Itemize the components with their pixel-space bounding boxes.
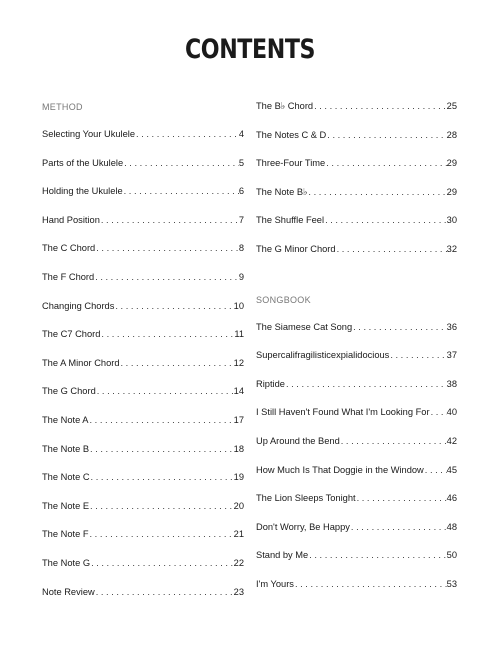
dot-leader [294, 579, 447, 589]
toc-entry [42, 272, 244, 301]
dot-leader [326, 130, 446, 140]
dot-leader [90, 472, 234, 482]
toc-entry-title: The Note F [42, 529, 89, 540]
dot-leader [350, 522, 447, 532]
section-heading-songbook: SONGBOOK [256, 294, 311, 305]
toc-entry [256, 465, 457, 494]
toc-entry-title: The G Minor Chord [256, 243, 336, 254]
toc-entry-page-number: 20 [233, 500, 244, 511]
toc-entry-title: The Note G [42, 557, 91, 568]
dot-leader [94, 272, 239, 282]
dot-leader [100, 329, 234, 339]
toc-entry [42, 587, 244, 616]
dot-leader [313, 101, 447, 111]
toc-entry-page-number: 14 [233, 386, 244, 397]
toc-entry-title: I'm Yours [256, 578, 294, 589]
toc-entry [256, 187, 457, 216]
dot-leader [89, 501, 234, 511]
toc-entry [42, 158, 244, 187]
toc-entry [42, 472, 244, 501]
toc-entry [42, 358, 244, 387]
toc-entry-page-number: 38 [446, 378, 457, 389]
toc-entry [256, 244, 457, 273]
toc-entry-page-number: 45 [446, 464, 457, 475]
toc-entry [42, 501, 244, 530]
toc-entry [42, 243, 244, 272]
toc-entry [256, 101, 457, 130]
toc-entry-title: The C7 Chord [42, 329, 101, 340]
dot-leader [95, 587, 234, 597]
songbook-list [256, 322, 457, 608]
toc-entry [42, 529, 244, 558]
toc-entry-title: The A Minor Chord [42, 357, 120, 368]
toc-entry [256, 158, 457, 187]
contents-right-column [256, 101, 457, 608]
toc-entry-page-number: 32 [446, 243, 457, 254]
dot-leader [308, 550, 446, 560]
toc-entry [42, 301, 244, 330]
toc-entry-page-number: 18 [233, 443, 244, 454]
dot-leader [123, 186, 239, 196]
dot-leader [114, 301, 233, 311]
toc-entry-page-number: 53 [446, 578, 457, 589]
toc-entry-page-number: 21 [233, 529, 244, 540]
toc-entry-title: The Note B [42, 443, 90, 454]
toc-entry [42, 129, 244, 158]
toc-entry-page-number: 12 [233, 357, 244, 368]
toc-entry-title: Riptide [256, 378, 285, 389]
toc-entry-title: Supercalifragilisticexpialidocious [256, 350, 390, 361]
toc-entry [256, 379, 457, 408]
toc-entry [42, 329, 244, 358]
toc-entry-title: Holding the Ukulele [42, 186, 123, 197]
contents-left-column [42, 101, 244, 615]
toc-entry-title: The Note B♭ [256, 186, 308, 197]
toc-entry-page-number: 46 [446, 493, 457, 504]
toc-entry [256, 550, 457, 579]
toc-entry-title: How Much Is That Doggie in the Window [256, 464, 424, 475]
method-continued-list [256, 101, 457, 273]
toc-entry [42, 558, 244, 587]
dot-leader [430, 407, 447, 417]
toc-entry-page-number: 36 [446, 321, 457, 332]
toc-entry-title: Selecting Your Ukulele [42, 129, 136, 139]
toc-entry [256, 407, 457, 436]
toc-entry-page-number: 30 [446, 215, 457, 226]
toc-entry-page-number: 5 [238, 157, 244, 168]
dot-leader [89, 529, 234, 539]
toc-entry-page-number: 29 [446, 186, 457, 197]
toc-entry-title: Up Around the Bend [256, 435, 340, 446]
dot-leader [100, 215, 239, 225]
toc-entry [256, 522, 457, 551]
toc-entry-title: Stand by Me [256, 550, 309, 561]
toc-entry-page-number: 29 [446, 158, 457, 169]
toc-entry-page-number: 50 [446, 550, 457, 561]
toc-entry-title: The Lion Sleeps Tonight [256, 493, 356, 504]
toc-entry-title: Three-Four Time [256, 158, 326, 169]
toc-entry-title: Hand Position [42, 214, 100, 225]
toc-entry [42, 386, 244, 415]
dot-leader [324, 215, 447, 225]
toc-entry-page-number: 11 [234, 329, 244, 340]
dot-leader [90, 558, 234, 568]
toc-entry-title: Don't Worry, Be Happy [256, 521, 350, 532]
toc-entry-page-number: 23 [233, 586, 244, 597]
dot-leader [89, 444, 234, 454]
toc-entry-page-number: 28 [446, 129, 457, 140]
toc-entry-page-number: 42 [446, 435, 457, 446]
dot-leader [325, 158, 446, 168]
dot-leader [89, 415, 234, 425]
toc-entry-title: The Shuffle Feel [256, 215, 325, 226]
section-heading-method: METHOD [42, 102, 83, 112]
toc-entry [256, 215, 457, 244]
page-title: CONTENTS [184, 34, 316, 65]
dot-leader [123, 158, 239, 168]
method-list [42, 129, 244, 615]
toc-entry [256, 579, 457, 608]
toc-entry [42, 444, 244, 473]
toc-entry-title: The Siamese Cat Song [256, 321, 353, 332]
dot-leader [340, 436, 447, 446]
toc-entry-page-number: 8 [238, 243, 244, 254]
dot-leader [307, 187, 446, 197]
toc-entry-page-number: 6 [238, 186, 244, 197]
dot-leader [135, 129, 239, 139]
dot-leader [389, 350, 446, 360]
dot-leader [96, 386, 234, 396]
dot-leader [95, 243, 239, 253]
toc-entry-page-number: 22 [233, 557, 244, 568]
toc-entry-page-number: 7 [238, 214, 244, 225]
toc-entry-title: The Note E [42, 500, 90, 511]
dot-leader [285, 379, 447, 389]
toc-entry-title: The Notes C & D [256, 129, 327, 140]
toc-entry-title: The C Chord [42, 243, 96, 254]
toc-entry-page-number: 17 [233, 414, 244, 425]
dot-leader [336, 244, 447, 254]
toc-entry-title: The F Chord [42, 271, 95, 282]
toc-entry [256, 130, 457, 159]
toc-entry-title: The Note C [42, 472, 90, 483]
toc-entry-page-number: 40 [446, 407, 457, 418]
toc-entry-title: Changing Chords [42, 300, 115, 311]
toc-entry-title: Parts of the Ukulele [42, 157, 124, 168]
toc-entry-page-number: 37 [446, 350, 457, 361]
toc-entry-title: The Note A [42, 414, 89, 425]
toc-entry-page-number: 25 [446, 101, 457, 111]
toc-entry [256, 493, 457, 522]
toc-entry [256, 350, 457, 379]
toc-entry-title: Note Review [42, 586, 95, 597]
dot-leader [352, 322, 447, 332]
toc-entry-page-number: 48 [446, 521, 457, 532]
toc-entry [256, 436, 457, 465]
toc-entry-page-number: 19 [233, 472, 244, 483]
toc-entry [42, 215, 244, 244]
toc-entry-page-number: 9 [238, 271, 244, 282]
toc-entry-title: The B♭ Chord [256, 101, 314, 111]
toc-entry-page-number: 4 [238, 129, 244, 139]
section-gap [256, 273, 457, 294]
toc-entry [42, 415, 244, 444]
toc-entry [256, 322, 457, 351]
toc-entry-title: I Still Haven't Found What I'm Looking For [256, 407, 430, 418]
toc-entry-page-number: 10 [233, 300, 244, 311]
toc-entry-title: The G Chord [42, 386, 96, 397]
dot-leader [356, 493, 447, 503]
dot-leader [424, 465, 447, 475]
toc-entry [42, 186, 244, 215]
dot-leader [120, 358, 234, 368]
